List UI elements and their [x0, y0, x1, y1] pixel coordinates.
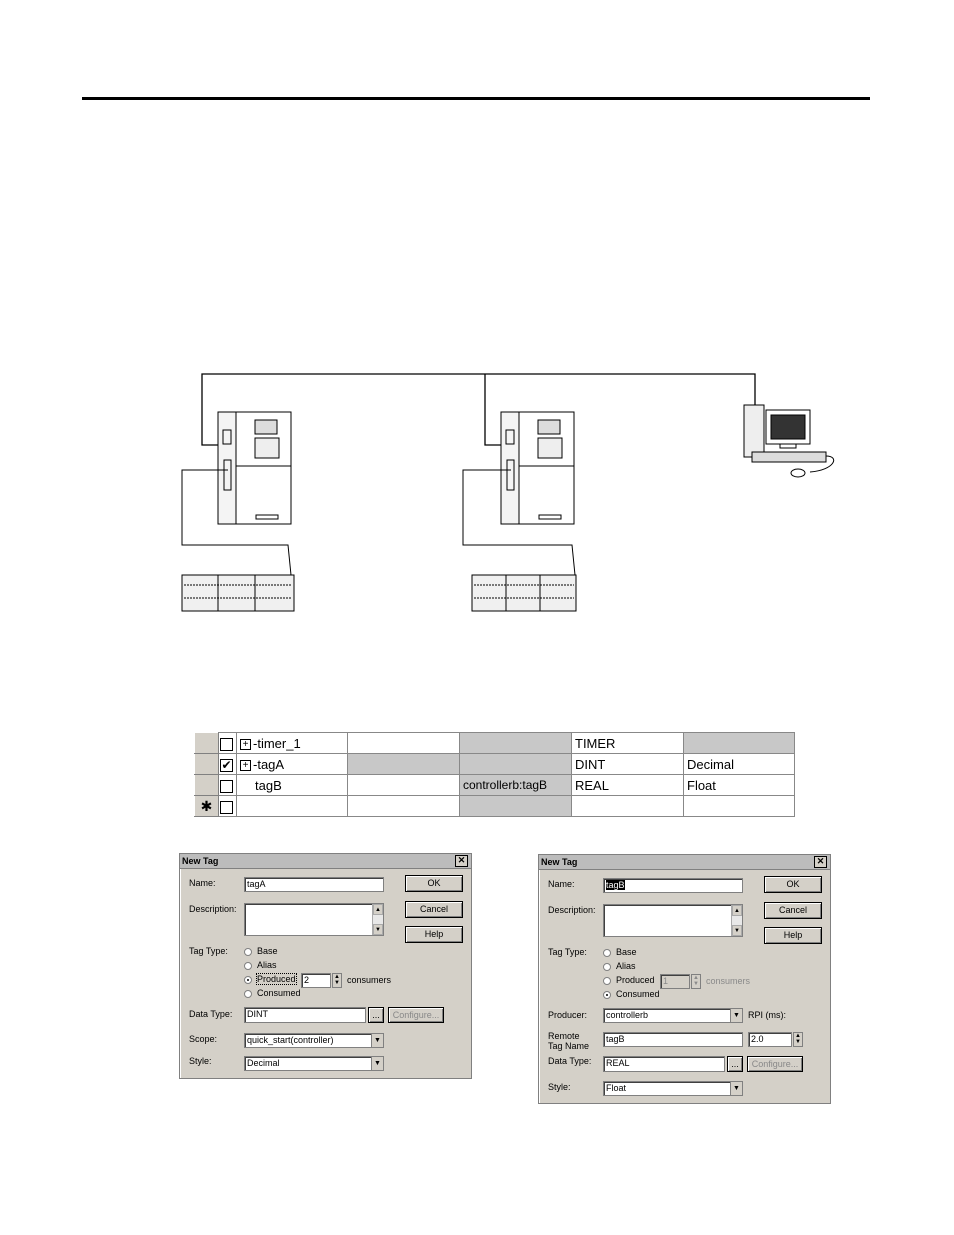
table-row-new[interactable]: [195, 796, 795, 817]
table-row[interactable]: [195, 754, 795, 775]
cancel-button[interactable]: Cancel: [405, 901, 463, 918]
row-checkbox-checked[interactable]: ✔: [221, 757, 232, 772]
radio-consumed[interactable]: [603, 991, 611, 999]
radio-base[interactable]: [603, 949, 611, 957]
radio-alias[interactable]: [603, 963, 611, 971]
network-diagram: [160, 360, 850, 625]
browse-data-type-button[interactable]: ...: [727, 1056, 743, 1072]
consumers-spinner: ▲ ▼: [691, 974, 701, 989]
data-type-field[interactable]: DINT: [244, 1007, 366, 1023]
controller-a: [182, 412, 294, 611]
name-field[interactable]: tagA: [244, 877, 384, 892]
rpi-spinner[interactable]: ▲ ▼: [793, 1032, 803, 1047]
table-row[interactable]: [195, 733, 795, 754]
ok-button[interactable]: OK: [405, 875, 463, 892]
help-button[interactable]: Help: [764, 927, 822, 944]
radio-alias[interactable]: [244, 962, 252, 970]
tag-type: TIMER: [575, 735, 616, 751]
consumers-field: 1: [660, 974, 690, 989]
dialog-title-bar: New Tag ✕: [539, 855, 830, 870]
radio-produced[interactable]: [244, 976, 252, 984]
controller-b: [463, 412, 576, 611]
radio-consumed[interactable]: [244, 990, 252, 998]
tag-style: Decimal: [687, 756, 734, 772]
new-tag-dialog-a: New Tag ✕ Name: tagA Description: ▲ ▼ OK Cancel Help Tag Type: Base Alias Produced 2 ▲ ▼ consumers Consumed Data Type: DINT ... Configure... Scope: quick_start(controller) ▼ Style: Decimal ▼: [179, 853, 472, 1079]
expand-icon[interactable]: +: [240, 760, 251, 771]
row-header[interactable]: [195, 775, 219, 796]
row-header[interactable]: [195, 754, 219, 775]
tag-name: tagB: [255, 777, 282, 793]
workstation: [744, 405, 834, 477]
row-header[interactable]: [195, 733, 219, 754]
browse-data-type-button[interactable]: ...: [368, 1007, 384, 1023]
data-type-field[interactable]: REAL: [603, 1056, 725, 1072]
table-row[interactable]: [195, 775, 795, 796]
style-select[interactable]: Decimal ▼: [244, 1056, 384, 1071]
description-field[interactable]: ▲ ▼: [603, 904, 743, 937]
ok-button[interactable]: OK: [764, 876, 822, 893]
tag-producer: controllerb:tagB: [463, 778, 548, 792]
consumers-spinner[interactable]: ▲ ▼: [332, 973, 342, 988]
tag-style: Float: [687, 777, 716, 793]
close-icon[interactable]: ✕: [814, 856, 827, 868]
header-rule: [82, 97, 870, 100]
close-icon[interactable]: ✕: [455, 855, 468, 867]
remote-tag-name-field[interactable]: tagB: [603, 1032, 743, 1047]
row-checkbox[interactable]: [220, 780, 233, 793]
radio-base[interactable]: [244, 948, 252, 956]
new-row-marker: ✱: [195, 796, 219, 817]
producer-select[interactable]: controllerb ▼: [603, 1008, 743, 1023]
rpi-field[interactable]: 2.0: [748, 1032, 792, 1047]
chevron-down-icon[interactable]: ▼: [730, 1082, 742, 1095]
tag-type: REAL: [575, 777, 609, 793]
style-select[interactable]: Float ▼: [603, 1081, 743, 1096]
name-field[interactable]: tagB: [603, 878, 743, 893]
chevron-down-icon[interactable]: ▼: [730, 1009, 742, 1022]
dialog-title-bar: New Tag ✕: [180, 854, 471, 869]
configure-button[interactable]: Configure...: [388, 1007, 444, 1023]
expand-icon[interactable]: +: [240, 739, 251, 750]
row-checkbox[interactable]: [220, 738, 233, 751]
tag-grid: [194, 732, 794, 818]
tag-type: DINT: [575, 756, 606, 772]
cancel-button[interactable]: Cancel: [764, 902, 822, 919]
tag-name: -timer_1: [253, 735, 301, 751]
tag-name: -tagA: [253, 756, 285, 772]
help-button[interactable]: Help: [405, 926, 463, 943]
radio-produced[interactable]: [603, 977, 611, 985]
configure-button[interactable]: Configure...: [747, 1056, 803, 1072]
description-field[interactable]: ▲ ▼: [244, 903, 384, 936]
row-checkbox[interactable]: [220, 801, 233, 814]
scope-select[interactable]: quick_start(controller) ▼: [244, 1033, 384, 1048]
chevron-down-icon[interactable]: ▼: [371, 1057, 383, 1070]
chevron-down-icon[interactable]: ▼: [371, 1034, 383, 1047]
consumers-field[interactable]: 2: [301, 973, 331, 988]
new-tag-dialog-b: New Tag ✕ Name: tagB Description: ▲ ▼ OK Cancel Help Tag Type: Base Alias Produced 1 ▲ ▼ consumers Consumed Producer: controllerb ▼ RPI (ms): Remote Tag Name tagB 2.0 ▲ ▼ Data Type: REAL ... Configure... Style: Float ▼: [538, 854, 831, 1104]
